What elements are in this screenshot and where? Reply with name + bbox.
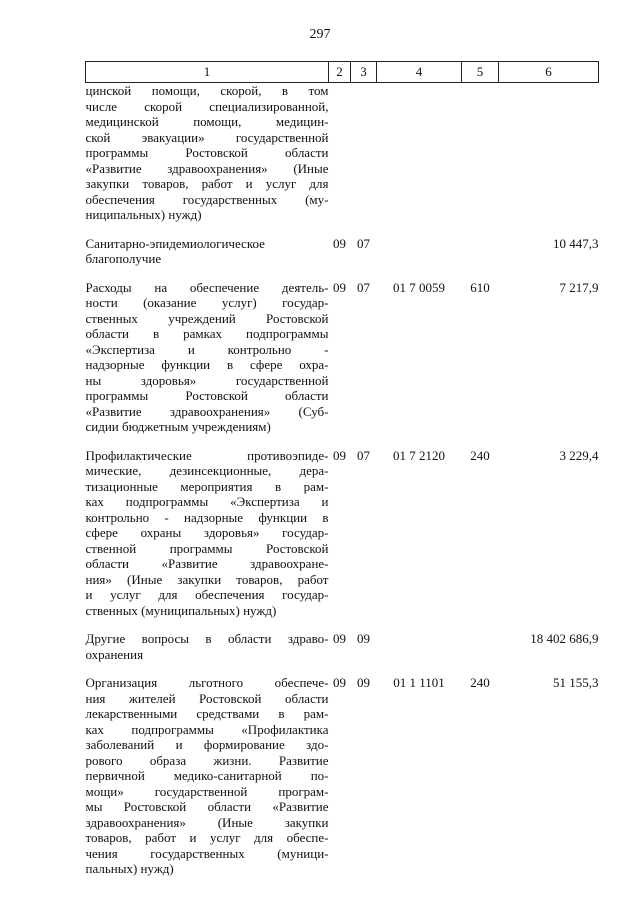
description-line: обеспечения государственных (му-	[85, 191, 329, 207]
table-row	[86, 236, 599, 267]
subsection-code: 09	[357, 675, 370, 690]
target-article-code: 01 7 0059	[393, 279, 445, 295]
row-spacer-cell	[86, 223, 599, 236]
amount: 3 229,4	[559, 447, 599, 463]
amount: 51 155,3	[553, 675, 599, 690]
expense-type-code: 610	[470, 279, 490, 295]
section-code: 09	[333, 279, 346, 295]
table-row	[86, 448, 599, 619]
description-line: ности (оказание услуг) государ-	[85, 295, 329, 310]
section-code: 09	[333, 447, 346, 463]
description-line: цинской помощи, скорой, в том	[85, 83, 329, 98]
row-description	[86, 236, 329, 267]
description-line: Профилактические противоэпиде-	[85, 447, 329, 463]
description-line: ния жителей Ростовской области	[85, 690, 329, 706]
section-code: 09	[333, 631, 346, 646]
description-line: и услуг для обеспечения государ-	[85, 587, 329, 602]
description-line: ственных учреждений Ростовской	[85, 310, 329, 326]
amount: 7 217,9	[559, 279, 599, 295]
description-line: ны здоровья» государственной	[85, 372, 329, 388]
target-article-code	[377, 83, 462, 223]
description-line: Расходы на обеспечение деятель-	[85, 279, 329, 295]
subsection-code: 07	[357, 447, 370, 463]
description-line: мические, дезинсекционные, дера-	[85, 463, 329, 478]
section-code: 09	[333, 235, 346, 251]
description-line: чения государственных (муници-	[85, 845, 329, 861]
description-line: Организация льготного обеспече-	[85, 675, 329, 690]
description-line: ственной программы Ростовской	[85, 540, 329, 556]
description-line: здравоохранения» (Иные закупки	[85, 814, 329, 830]
expense-type-code	[462, 83, 499, 223]
amount	[499, 83, 599, 223]
description-line: лекарственными средствами в рам-	[85, 706, 329, 721]
description-line: «Развитие здравоохранения» (Суб-	[85, 403, 329, 419]
expense-type-code	[462, 631, 499, 662]
row-spacer	[86, 435, 599, 448]
budget-table	[85, 61, 599, 877]
description-line: области «Развитие здравоохране-	[85, 556, 329, 571]
description-line: числе скорой специализированной,	[85, 98, 329, 114]
row-description	[86, 675, 329, 877]
row-description	[86, 631, 329, 662]
description-line: ской эвакуации» государственной	[85, 129, 329, 145]
header-col-5: 5	[462, 62, 499, 83]
description-line: «Развитие здравоохранения» (Иные	[85, 160, 329, 176]
expense-type-code: 240	[470, 675, 490, 690]
description-line: мы Ростовской области «Развитие	[85, 799, 329, 814]
header-col-4: 4	[377, 62, 462, 83]
header-col-1: 1	[86, 62, 329, 83]
description-line: Другие вопросы в области здраво-	[85, 631, 329, 646]
page-number: 297	[309, 27, 331, 42]
row-description	[86, 448, 329, 619]
description-line: сидии бюджетным учреждениям)	[85, 419, 271, 434]
table-row	[86, 675, 599, 877]
description-line: первичной медико-санитарной по-	[85, 768, 329, 783]
description-line: надзорные функции в сфере охра-	[85, 357, 329, 372]
table-header-row	[86, 62, 599, 83]
row-spacer-cell	[86, 267, 599, 280]
description-line: благополучие	[85, 251, 162, 266]
description-line: ках подпрограммы «Профилактика	[85, 721, 329, 737]
expense-type-code	[462, 236, 499, 267]
description-line: мощи» государственной програм-	[85, 783, 329, 799]
description-line: Санитарно-эпидемиологическое	[85, 235, 265, 251]
row-spacer	[86, 267, 599, 280]
target-article-code	[377, 631, 462, 662]
description-line: контрольно - надзорные функции в	[85, 509, 329, 525]
table-row	[86, 280, 599, 435]
description-line: ственных (муниципальных) нужд)	[85, 602, 277, 618]
row-spacer-cell	[86, 618, 599, 631]
row-spacer-cell	[86, 435, 599, 448]
description-line: заболеваний и формирование здо-	[85, 737, 329, 752]
description-line: «Экспертиза и контрольно -	[85, 341, 329, 357]
table-row	[86, 631, 599, 662]
description-line: рового образа жизни. Развитие	[85, 752, 329, 768]
expense-type-code: 240	[470, 447, 490, 463]
amount: 18 402 686,9	[530, 631, 599, 646]
row-description	[86, 83, 329, 223]
row-description	[86, 280, 329, 435]
subsection-code	[351, 83, 377, 223]
row-spacer	[86, 223, 599, 236]
header-col-3: 3	[351, 62, 377, 83]
description-line: сфере охраны здоровья» государ-	[85, 525, 329, 540]
section-code	[329, 83, 351, 223]
table-row	[86, 83, 599, 223]
row-spacer-cell	[86, 662, 599, 675]
description-line: ниципальных) нужд)	[85, 207, 202, 222]
header-col-2: 2	[329, 62, 351, 83]
description-line: программы Ростовской области	[85, 145, 329, 160]
subsection-code: 09	[357, 631, 370, 646]
amount: 10 447,3	[553, 235, 599, 251]
description-line: области в рамках подпрограммы	[85, 326, 329, 341]
description-line: пальных) нужд)	[85, 861, 174, 876]
description-line: медицинской помощи, медицин-	[85, 114, 329, 129]
row-spacer	[86, 618, 599, 631]
description-line: программы Ростовской области	[85, 388, 329, 403]
target-article-code: 01 7 2120	[393, 447, 445, 463]
description-line: закупки товаров, работ и услуг для	[85, 176, 329, 191]
description-line: охранения	[85, 646, 144, 662]
target-article-code	[377, 236, 462, 267]
target-article-code: 01 1 1101	[393, 675, 445, 690]
subsection-code: 07	[357, 279, 370, 295]
section-code: 09	[333, 675, 346, 690]
description-line: товаров, работ и услуг для обеспе-	[85, 830, 329, 845]
description-line: ках подпрограммы «Экспертиза и	[85, 494, 329, 509]
description-line: ния» (Иные закупки товаров, работ	[85, 571, 329, 587]
subsection-code: 07	[357, 235, 370, 251]
row-spacer	[86, 662, 599, 675]
header-col-6: 6	[499, 62, 599, 83]
description-line: тизационные мероприятия в рам-	[85, 478, 329, 494]
